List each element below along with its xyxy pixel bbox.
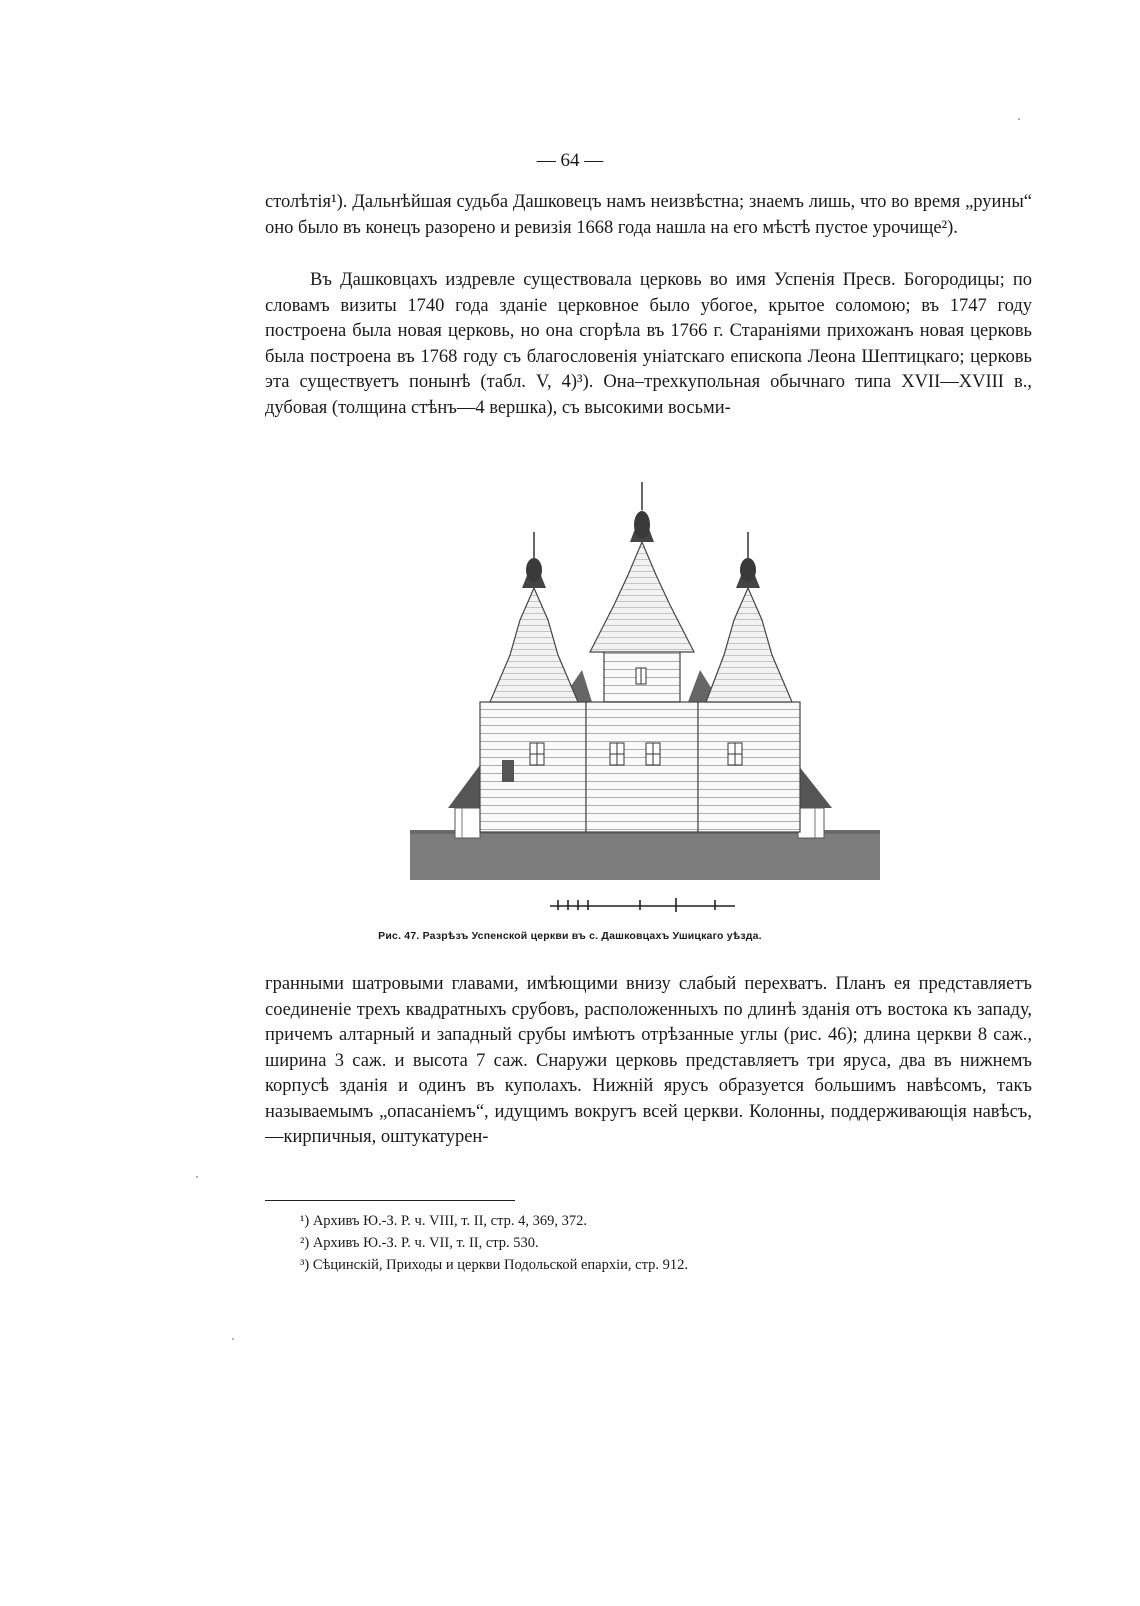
church-elevation-drawing bbox=[410, 470, 890, 925]
scale-bar bbox=[550, 898, 735, 912]
ground-band bbox=[410, 832, 880, 880]
footnote-text: Сѣцинскій, Приходы и церкви Подольской епархіи, стр. 912. bbox=[312, 1257, 688, 1273]
footnote-3 bbox=[300, 1254, 1020, 1276]
figure-caption: Рис. 47. Разрѣзъ Успенской церкви въ с. Дашковцахъ Ушицкаго уѣзда. bbox=[378, 930, 762, 942]
footnote-text: Архивъ Ю.-З. Р. ч. VII, т. II, стр. 530. bbox=[312, 1235, 539, 1251]
right-tower-wall bbox=[698, 702, 800, 832]
footnote-mark: ¹) bbox=[300, 1213, 310, 1229]
left-tent-roof bbox=[490, 588, 578, 702]
footnote-rule bbox=[265, 1200, 515, 1201]
paragraph-1: столѣтія¹). Дальнѣйшая судьба Дашковецъ намъ неизвѣстна; знаемъ лишь, что во время „руины“ оно было въ конецъ разорено и ревизія 1668 года нашла на его мѣстѣ пустое урочище²). bbox=[265, 192, 1032, 238]
left-tower-wall bbox=[480, 702, 586, 832]
footnote-2 bbox=[300, 1232, 1020, 1254]
scan-speck bbox=[196, 1176, 198, 1178]
paragraph-3: гранными шатровыми главами, имѣющими внизу слабый перехватъ. Планъ ея представляетъ соединеніе трехъ квадратныхъ срубовъ, расположенныхъ по длинѣ зданія отъ востока къ западу, причемъ алтарный и западный срубы имѣютъ отрѣзанные углы (рис. 46); длина церкви 8 саж., ширина 3 саж. и высота 7 саж. Снаружи церковь представляетъ три яруса, два въ нижнемъ корпусѣ зданія и одинъ въ куполахъ. Нижній ярусъ образуется большимъ навѣсомъ, такъ называемымъ „опасаніемъ“, идущимъ вокругъ всей церкви. Колонны, поддерживающія навѣсъ,—кирпичныя, оштукатурен- bbox=[265, 974, 1032, 1147]
page-number: — 64 — bbox=[536, 150, 604, 171]
right-tent-roof bbox=[706, 588, 792, 702]
footnote-1 bbox=[300, 1210, 1020, 1232]
paragraph-2: Въ Дашковцахъ издревле существовала церковь во имя Успенія Пресв. Богородицы; по словамъ визиты 1740 года зданіе церковное было убогое, крытое соломою; въ 1747 году построена была новая церковь, но она сгорѣла въ 1766 г. Стараніями прихожанъ новая церковь была построена въ 1768 году съ благословенія уніатскаго епископа Леона Шептицкаго; церковь эта существуетъ понынѣ (табл. V, 4)³). Она–трехкупольная обычнаго типа XVII—XVIII в., дубовая (толщина стѣнъ—4 вершка), съ высокими восьми- bbox=[265, 270, 1032, 418]
center-tower-wall bbox=[586, 702, 698, 832]
scan-speck bbox=[1018, 118, 1020, 120]
footnote-mark: ²) bbox=[300, 1235, 310, 1251]
center-tent-roof bbox=[590, 542, 694, 652]
scan-speck bbox=[232, 1338, 234, 1340]
footnote-mark: ³) bbox=[300, 1257, 310, 1273]
church-figure bbox=[410, 470, 890, 925]
footnotes bbox=[300, 1210, 1020, 1276]
footnote-text: Архивъ Ю.-З. Р. ч. VIII, т. II, стр. 4, 369, 372. bbox=[312, 1213, 588, 1229]
